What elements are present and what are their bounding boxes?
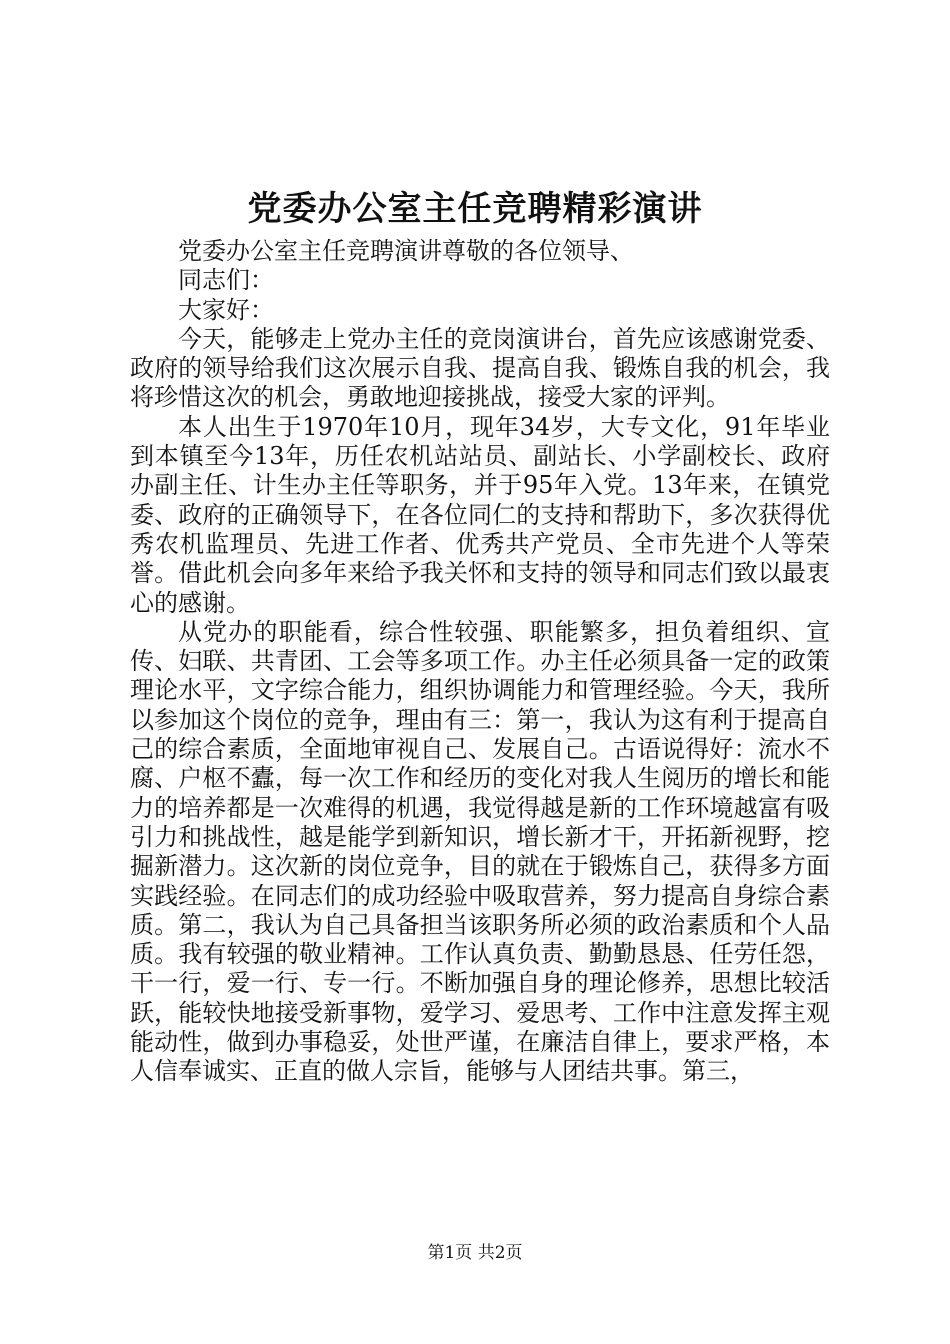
document-title: 党委办公室主任竞聘精彩演讲 [247, 189, 703, 229]
paragraph-background: 本人出生于1970年10月，现年34岁，大专文化，91年毕业到本镇至今13年，历任农机站站员、副站长、小学副校长、政府办副主任、计生办主任等职务，并于95年入党。13年来，在镇党委、政府的正确领导下，在各位同仁的支持和帮助下，多次获得优秀农机监理员、先进工作者、优秀共产党员、全市先进个人等荣誉。借此机会向多年来给予我关怀和支持的领导和同志们致以最衷心的感谢。 [130, 412, 830, 617]
paragraph-salutation-2: 同志们： [178, 266, 274, 295]
paragraph-salutation-1: 党委办公室主任竞聘演讲尊敬的各位领导、 [178, 237, 634, 265]
paragraph-reasons: 从党办的职能看，综合性较强、职能繁多，担负着组织、宣传、妇联、共青团、工会等多项工作。办主任必须具备一定的政策理论水平，文字综合能力，组织协调能力和管理经验。今天，我所以参加这个岗位的竞争，理由有三：第一，我认为这有利于提高自己的综合素质，全面地审视自己、发展自己。古语说得好：流水不腐、户枢不蠹，每一次工作和经历的变化对我人生阅历的增长和能力的培养都是一次难得的机遇，我觉得越是新的工作环境越富有吸引力和挑战性，越是能学到新知识，增长新才干，开拓新视野，挖掘新潜力。这次新的岗位竞争，目的就在于锻炼自己，获得多方面实践经验。在同志们的成功经验中吸取营养，努力提高自身综合素质。第二，我认为自己具备担当该职务所必须的政治素质和个人品质。我有较强的敬业精神。工作认真负责、勤勤恳恳、任劳任怨，干一行，爱一行、专一行。不断加强自身的理论修养，思想比较活跃，能较快地接受新事物，爱学习、爱思考、工作中注意发挥主观能动性，做到办事稳妥，处世严谨，在廉洁自律上，要求严格，本人信奉诚实、正直的做人宗旨，能够与人团结共事。第三， [130, 617, 830, 1086]
paragraph-greeting: 大家好： [178, 295, 274, 324]
paragraph-opening: 今天，能够走上党办主任的竞岗演讲台，首先应该感谢党委、政府的领导给我们这次展示自我、提高自我、锻炼自我的机会，我将珍惜这次的机会，勇敢地迎接挑战，接受大家的评判。 [130, 324, 830, 412]
document-body [130, 237, 830, 1087]
page-footer: 第1页 共2页 [427, 1243, 523, 1263]
